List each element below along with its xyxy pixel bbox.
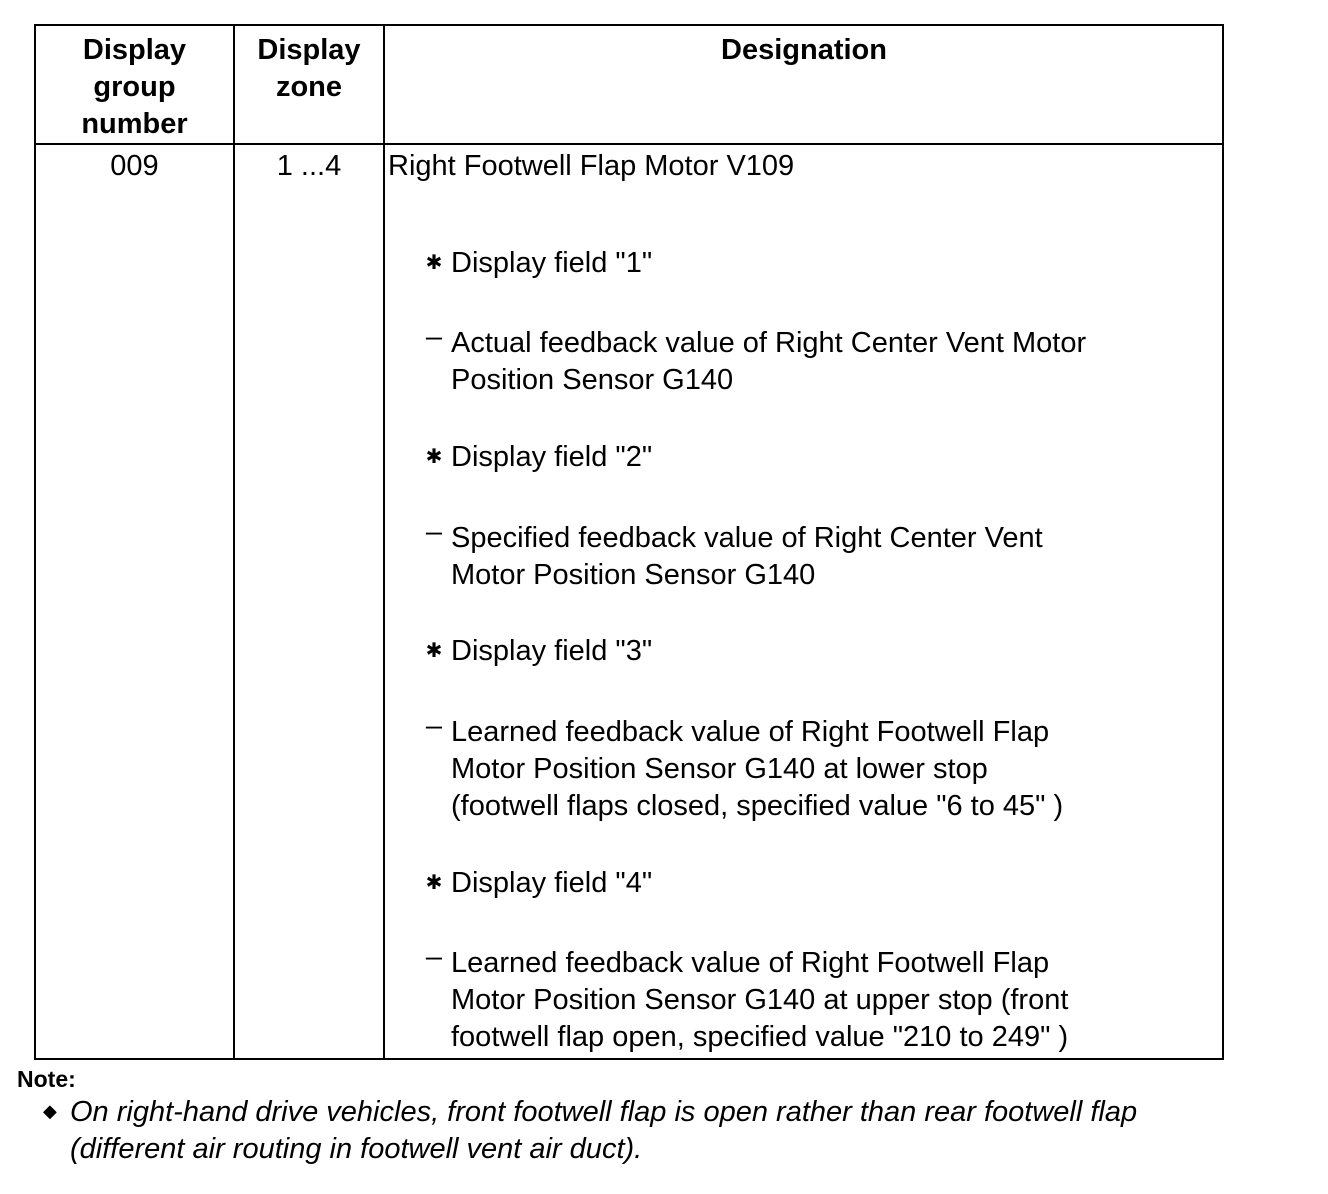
designation-item-2 <box>425 321 1087 399</box>
item-line: Actual feedback value of Right Center Vent Motor <box>451 327 1087 359</box>
designation-item-8 <box>425 941 1069 1056</box>
dash-bullet-icon: – <box>425 710 443 742</box>
dash-bullet-icon: – <box>425 516 443 548</box>
note-line: On right-hand drive vehicles, front footwell flap is open rather than rear footwell flap <box>70 1096 1138 1128</box>
item-line: Position Sensor G140 <box>451 364 734 396</box>
designation-item-6 <box>425 710 1064 825</box>
designation-item-7 <box>425 865 653 902</box>
item-line: Display field "1" <box>451 247 653 279</box>
item-line: Motor Position Sensor G140 at upper stop (front <box>451 984 1069 1016</box>
item-line: Display field "4" <box>451 867 653 899</box>
designation-item-1 <box>425 245 653 282</box>
item-line: Specified feedback value of Right Center Vent <box>451 522 1043 554</box>
note-line: (different air routing in footwell vent air duct). <box>70 1133 643 1165</box>
note-text <box>70 1094 1137 1168</box>
header-line: zone <box>275 71 343 103</box>
header-line: Display <box>82 34 187 66</box>
star-bullet-icon: ✱ <box>425 640 443 662</box>
item-line: Learned feedback value of Right Footwell Flap <box>451 716 1050 748</box>
header-line: group <box>93 71 176 103</box>
item-line: Display field "3" <box>451 635 653 667</box>
header-designation: Designation <box>721 34 887 66</box>
star-bullet-icon: ✱ <box>425 252 443 274</box>
header-divider <box>36 143 1222 145</box>
cell-designation-title: Right Footwell Flap Motor V109 <box>388 150 795 182</box>
header-display-group-number <box>36 32 233 143</box>
header-line: number <box>81 108 188 140</box>
item-line: Display field "2" <box>451 441 653 473</box>
star-bullet-icon: ✱ <box>425 446 443 468</box>
note-label: Note: <box>17 1066 76 1092</box>
dash-bullet-icon: – <box>425 941 443 973</box>
designation-item-3 <box>425 439 653 476</box>
item-line: footwell flap open, specified value "210 to 249" ) <box>451 1021 1069 1053</box>
item-line: Motor Position Sensor G140 <box>451 559 816 591</box>
item-line: Learned feedback value of Right Footwell Flap <box>451 947 1050 979</box>
diamond-bullet-icon: ◆ <box>43 1101 57 1121</box>
column-divider-2 <box>383 26 385 1058</box>
star-bullet-icon: ✱ <box>425 872 443 894</box>
item-line: (footwell flaps closed, specified value "6 to 45" ) <box>451 790 1064 822</box>
header-line: Display <box>257 34 361 66</box>
dash-bullet-icon: – <box>425 321 443 353</box>
cell-zone: 1 ...4 <box>276 150 342 182</box>
designation-item-5 <box>425 633 653 670</box>
designation-item-4 <box>425 516 1043 594</box>
cell-group-number: 009 <box>110 150 159 182</box>
item-line: Motor Position Sensor G140 at lower stop <box>451 753 988 785</box>
header-display-zone <box>235 32 383 106</box>
